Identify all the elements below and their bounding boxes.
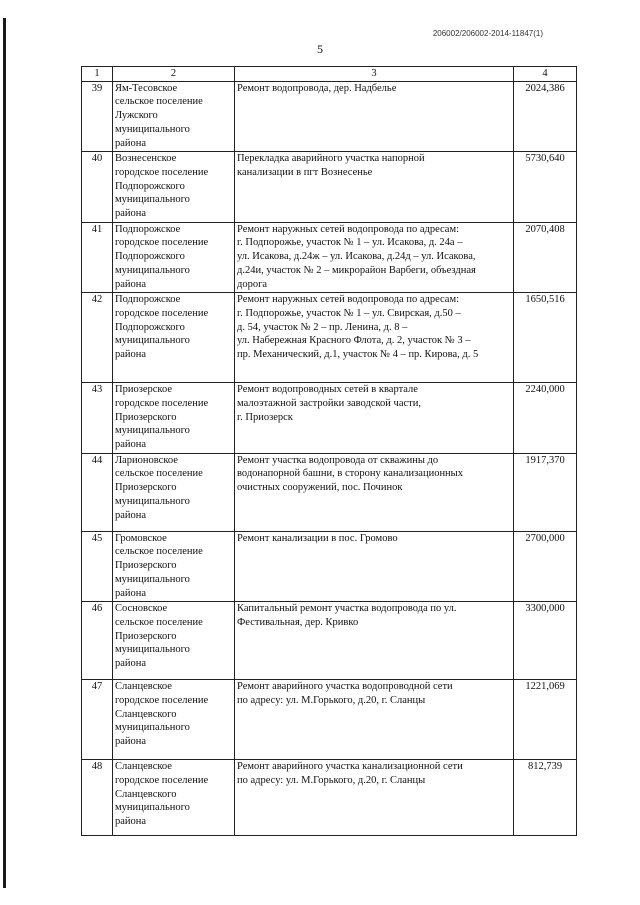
settlement-line: муниципального bbox=[115, 425, 190, 437]
work-description-line: Перекладка аварийного участка напорной bbox=[237, 153, 425, 165]
work-description-line: ул. Набережная Красного Флота, д. 2, участок № 3 – bbox=[237, 335, 471, 347]
work-description-line: Ремонт канализации в пос. Громово bbox=[237, 532, 398, 544]
settlement-cell bbox=[113, 383, 235, 454]
amount-cell: 812,739 bbox=[514, 760, 577, 836]
settlement-cell bbox=[113, 602, 235, 680]
work-description-line: очистных сооружений, пос. Починок bbox=[237, 482, 403, 494]
settlement-line: городское поселение bbox=[115, 166, 209, 178]
amount-cell: 1650,516 bbox=[514, 293, 577, 383]
work-description-line: канализации в пгт Вознесенье bbox=[237, 166, 373, 178]
settlement-line: Сланцевское bbox=[115, 761, 172, 773]
column-number-row bbox=[82, 67, 577, 82]
table-row bbox=[82, 383, 577, 454]
works-table bbox=[81, 66, 577, 836]
column-number: 2 bbox=[113, 67, 235, 82]
document-id: 206002/206002-2014-11847(1) bbox=[432, 29, 543, 38]
settlement-line: Приозерского bbox=[115, 482, 177, 494]
amount-cell: 1221,069 bbox=[514, 680, 577, 760]
settlement-line: района bbox=[115, 137, 147, 149]
work-description-line: г. Приозерск bbox=[237, 411, 293, 423]
settlement-cell bbox=[113, 760, 235, 836]
amount-cell: 1917,370 bbox=[514, 453, 577, 531]
settlement-line: городское поселение bbox=[115, 694, 209, 706]
settlement-cell bbox=[113, 222, 235, 293]
amount-cell: 2070,408 bbox=[514, 222, 577, 293]
work-description-line: Ремонт наружных сетей водопровода по адресам: bbox=[237, 294, 460, 306]
table-row bbox=[82, 760, 577, 836]
column-number: 4 bbox=[514, 67, 577, 82]
settlement-line: района bbox=[115, 509, 147, 521]
settlement-line: Ларионовское bbox=[115, 454, 178, 466]
settlement-line: Приозерского bbox=[115, 560, 177, 572]
work-description-line: малоэтажной застройки заводской части, bbox=[237, 397, 421, 409]
table-row bbox=[82, 453, 577, 531]
settlement-line: городское поселение bbox=[115, 774, 209, 786]
page-edge-bar bbox=[3, 18, 6, 888]
row-number: 46 bbox=[82, 602, 113, 680]
work-description-line: пр. Механический, д.1, участок № 4 – пр. Кирова, д. 5 bbox=[237, 349, 479, 361]
settlement-line: сельское поселение bbox=[115, 616, 203, 628]
settlement-line: муниципального bbox=[115, 802, 190, 814]
settlement-line: сельское поселение bbox=[115, 468, 203, 480]
work-description-line: водонапорной башни, в сторону канализационных bbox=[237, 468, 463, 480]
settlement-line: Сланцевского bbox=[115, 788, 177, 800]
settlement-line: Сланцевского bbox=[115, 708, 177, 720]
work-description-cell bbox=[235, 531, 514, 602]
work-description-cell bbox=[235, 152, 514, 223]
settlement-line: муниципального bbox=[115, 123, 190, 135]
settlement-line: муниципального bbox=[115, 722, 190, 734]
settlement-line: Сланцевское bbox=[115, 681, 172, 693]
settlement-line: городское поселение bbox=[115, 237, 209, 249]
table-row bbox=[82, 680, 577, 760]
settlement-line: района bbox=[115, 816, 147, 828]
amount-cell: 2240,000 bbox=[514, 383, 577, 454]
row-number: 45 bbox=[82, 531, 113, 602]
row-number: 41 bbox=[82, 222, 113, 293]
settlement-line: Вознесенское bbox=[115, 153, 177, 165]
work-description-cell bbox=[235, 222, 514, 293]
settlement-line: района bbox=[115, 349, 147, 361]
settlement-line: Подпорожское bbox=[115, 223, 181, 235]
row-number: 42 bbox=[82, 293, 113, 383]
work-description-cell bbox=[235, 453, 514, 531]
settlement-line: района bbox=[115, 439, 147, 451]
work-description-cell bbox=[235, 602, 514, 680]
settlement-line: района bbox=[115, 208, 147, 220]
work-description-line: г. Подпорожье, участок № 1 – ул. Свирская, д.50 – bbox=[237, 307, 461, 319]
column-number: 3 bbox=[235, 67, 514, 82]
settlement-line: муниципального bbox=[115, 495, 190, 507]
settlement-cell bbox=[113, 152, 235, 223]
settlement-line: городское поселение bbox=[115, 307, 209, 319]
settlement-line: Громовское bbox=[115, 532, 167, 544]
row-number: 47 bbox=[82, 680, 113, 760]
amount-cell: 2700,000 bbox=[514, 531, 577, 602]
work-description-line: Капитальный ремонт участка водопровода по ул. bbox=[237, 603, 457, 615]
table-row bbox=[82, 81, 577, 152]
settlement-line: муниципального bbox=[115, 264, 190, 276]
row-number: 44 bbox=[82, 453, 113, 531]
settlement-line: муниципального bbox=[115, 194, 190, 206]
settlement-line: Подпорожского bbox=[115, 180, 185, 192]
settlement-cell bbox=[113, 293, 235, 383]
settlement-line: района bbox=[115, 587, 147, 599]
work-description-cell bbox=[235, 293, 514, 383]
work-description-cell bbox=[235, 81, 514, 152]
settlement-line: района bbox=[115, 658, 147, 670]
table-row bbox=[82, 293, 577, 383]
column-number: 1 bbox=[82, 67, 113, 82]
work-description-line: Ремонт водопроводных сетей в квартале bbox=[237, 384, 418, 396]
work-description-line: Фестивальная, дер. Кривко bbox=[237, 616, 359, 628]
settlement-cell bbox=[113, 680, 235, 760]
settlement-cell bbox=[113, 453, 235, 531]
work-description-line: по адресу: ул. М.Горького, д.20, г. Сланцы bbox=[237, 694, 426, 706]
settlement-line: муниципального bbox=[115, 644, 190, 656]
settlement-line: Сосновское bbox=[115, 603, 168, 615]
settlement-line: района bbox=[115, 278, 147, 290]
amount-cell: 2024,386 bbox=[514, 81, 577, 152]
work-description-line: Ремонт участка водопровода от скважины до bbox=[237, 454, 439, 466]
row-number: 48 bbox=[82, 760, 113, 836]
work-description-line: ул. Исакова, д.24ж – ул. Исакова, д.24д – ул. Исакова, bbox=[237, 251, 476, 263]
settlement-line: Приозерского bbox=[115, 411, 177, 423]
settlement-line: Подпорожское bbox=[115, 294, 181, 306]
work-description-cell bbox=[235, 680, 514, 760]
row-number: 43 bbox=[82, 383, 113, 454]
page-number: 5 bbox=[317, 42, 323, 56]
work-description-line: г. Подпорожье, участок № 1 – ул. Исакова, д. 24а – bbox=[237, 237, 463, 249]
table-row bbox=[82, 531, 577, 602]
settlement-line: сельское поселение bbox=[115, 96, 203, 108]
work-description-cell bbox=[235, 383, 514, 454]
work-description-line: по адресу: ул. М.Горького, д.20, г. Сланцы bbox=[237, 774, 426, 786]
row-number: 39 bbox=[82, 81, 113, 152]
table-row bbox=[82, 152, 577, 223]
work-description-line: Ремонт водопровода, дер. Надбелье bbox=[237, 82, 397, 94]
work-description-line: д. 54, участок № 2 – пр. Ленина, д. 8 – bbox=[237, 321, 408, 333]
work-description-line: Ремонт наружных сетей водопровода по адресам: bbox=[237, 223, 460, 235]
amount-cell: 3300,000 bbox=[514, 602, 577, 680]
amount-cell: 5730,640 bbox=[514, 152, 577, 223]
work-description-line: Ремонт аварийного участка канализационной сети bbox=[237, 761, 463, 773]
settlement-cell bbox=[113, 531, 235, 602]
table-row bbox=[82, 222, 577, 293]
settlement-line: муниципального bbox=[115, 573, 190, 585]
work-description-line: Ремонт аварийного участка водопроводной сети bbox=[237, 681, 453, 693]
settlement-line: Приозерского bbox=[115, 630, 177, 642]
settlement-line: муниципального bbox=[115, 335, 190, 347]
table-row bbox=[82, 602, 577, 680]
settlement-line: Подпорожского bbox=[115, 321, 185, 333]
settlement-cell bbox=[113, 81, 235, 152]
settlement-line: Лужского bbox=[115, 110, 158, 122]
settlement-line: городское поселение bbox=[115, 397, 209, 409]
work-description-line: д.24и, участок № 2 – микрорайон Варбеги, объездная bbox=[237, 264, 476, 276]
settlement-line: сельское поселение bbox=[115, 546, 203, 558]
row-number: 40 bbox=[82, 152, 113, 223]
work-description-cell bbox=[235, 760, 514, 836]
settlement-line: района bbox=[115, 736, 147, 748]
work-description-line: дорога bbox=[237, 278, 268, 290]
settlement-line: Ям-Тесовское bbox=[115, 82, 178, 94]
settlement-line: Подпорожского bbox=[115, 251, 185, 263]
settlement-line: Приозерское bbox=[115, 384, 173, 396]
